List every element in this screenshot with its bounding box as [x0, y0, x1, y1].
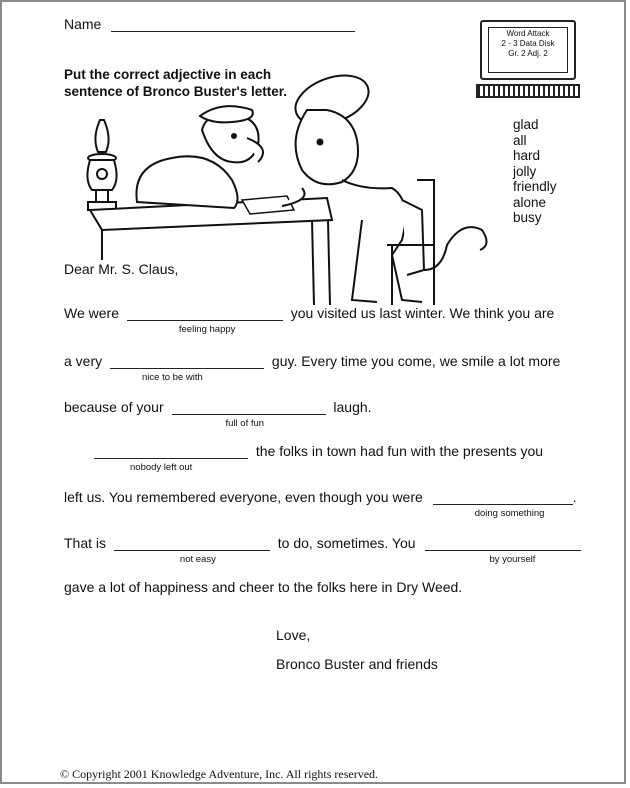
- copyright-notice: © Copyright 2001 Knowledge Adventure, Inc. All rights reserved.: [60, 767, 379, 781]
- hint-4: nobody left out: [130, 462, 193, 473]
- line-text: to do, sometimes. You: [277, 535, 416, 551]
- word-bank-item: all: [513, 132, 527, 148]
- line-text: left us. You remembered everyone, even though you were: [64, 489, 423, 505]
- badge-screen: [488, 27, 568, 73]
- letter-closing: Love,: [276, 627, 311, 643]
- table-icon: [90, 198, 332, 305]
- name-row: [64, 16, 355, 32]
- letter-signature: Bronco Buster and friends: [276, 656, 438, 672]
- line-text: laugh.: [333, 399, 372, 415]
- monitor-icon: [480, 20, 576, 80]
- badge-line: Word Attack: [506, 29, 550, 38]
- answer-blank-4[interactable]: [94, 444, 248, 473]
- letter-line-7: gave a lot of happiness and cheer to the folks here in Dry Weed.: [64, 579, 463, 595]
- letter-line-4: [94, 443, 544, 473]
- hint-2: nice to be with: [142, 372, 203, 383]
- name-label: Name: [64, 16, 102, 32]
- answer-blank-5[interactable]: [433, 490, 573, 519]
- badge-line: Gr. 2 Adj. 2: [508, 49, 548, 58]
- line-text: That is: [64, 535, 107, 551]
- letter-line-1: [64, 305, 555, 335]
- answer-blank-6[interactable]: [114, 536, 270, 565]
- word-bank-item: jolly: [513, 163, 537, 179]
- line-text: guy. Every time you come, we smile a lot more: [271, 353, 561, 369]
- letter-line-5: [64, 489, 577, 519]
- letter-line-6: [64, 535, 581, 565]
- line-text: .: [572, 489, 577, 505]
- bird-icon: [136, 106, 263, 208]
- hint-6: not easy: [179, 554, 216, 565]
- line-text: We were: [64, 305, 119, 321]
- line-text: a very: [64, 353, 103, 369]
- word-bank-item: alone: [513, 194, 547, 210]
- name-field[interactable]: [111, 17, 355, 32]
- word-bank-item: hard: [513, 148, 541, 163]
- computer-badge: [480, 20, 580, 98]
- word-bank: [513, 117, 557, 226]
- letter-line-2: [64, 353, 561, 383]
- line-text: the folks in town had fun with the presents you: [255, 443, 544, 459]
- line-text: because of your: [64, 399, 164, 415]
- hint-5: doing something: [474, 508, 545, 519]
- instructions: Put the correct adjective in each sentence of Bronco Buster's letter.: [64, 67, 288, 99]
- hint-1: feeling happy: [178, 324, 236, 335]
- letter-greeting: Dear Mr. S. Claus,: [64, 261, 179, 277]
- hint-7: by yourself: [489, 554, 536, 565]
- answer-blank-3[interactable]: [172, 400, 326, 429]
- word-bank-item: busy: [513, 210, 542, 225]
- letter-line-3: [64, 399, 372, 429]
- badge-line: 2 - 3 Data Disk: [501, 39, 555, 48]
- word-bank-item: friendly: [513, 179, 557, 194]
- word-bank-item: glad: [513, 117, 539, 132]
- answer-blank-1[interactable]: [127, 306, 283, 335]
- hint-3: full of fun: [225, 418, 265, 429]
- answer-blank-2[interactable]: [110, 354, 264, 383]
- answer-blank-7[interactable]: [425, 536, 581, 565]
- oil-lamp-icon: [87, 120, 116, 210]
- line-text: you visited us last winter. We think you are: [290, 305, 555, 321]
